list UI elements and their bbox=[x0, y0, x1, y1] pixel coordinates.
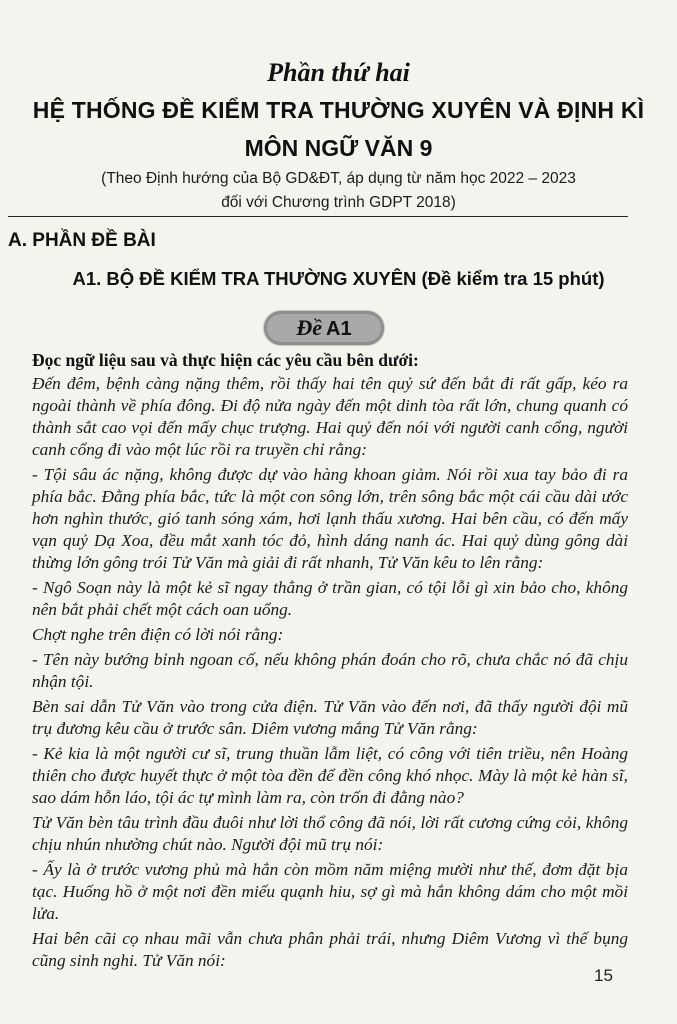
subject-title: MÔN NGỮ VĂN 9 bbox=[244, 135, 433, 161]
section-heading-a1: A1. BỘ ĐỀ KIỂM TRA THƯỜNG XUYÊN (Đề kiểm tra 15 phút) bbox=[72, 268, 605, 289]
passage-paragraph: - Tội sâu ác nặng, không được dự vào hàng khoan giảm. Nói rồi xua tay bảo đi ra phía bắc. Đằng phía bắc, tức là một con sông lớn, trên sông bắc một cái cầu dài ước hơn nghìn thước, gió tanh sóng xám, hơi lạnh thấu xương. Hai bên cầu, có đến mấy vạn quỷ Dạ Xoa, đều mắt xanh tóc đỏ, hình dáng nanh ác. Hai quỷ dùng gông dài thừng lớn gông trói Tử Văn mà giải đi rất nhanh, Tử Văn kêu to lên rằng: bbox=[32, 465, 628, 572]
exam-badge-number: A1 bbox=[326, 318, 352, 340]
passage-paragraph: Tử Văn bèn tâu trình đầu đuôi như lời thổ công đã nói, lời rất cương cứng cỏi, không chịu nhún nhường chút nào. Người đội mũ trụ nói: bbox=[32, 813, 628, 854]
page-number: 15 bbox=[594, 966, 613, 985]
guideline-note-line1: (Theo Định hướng của Bộ GD&ĐT, áp dụng từ năm học 2022 – 2023 bbox=[101, 170, 576, 187]
part-label: Phần thứ hai bbox=[267, 58, 410, 87]
guideline-note-line2: đối với Chương trình GDPT 2018) bbox=[221, 194, 456, 211]
passage-paragraph: Bèn sai dẫn Tử Văn vào trong cửa điện. Tử Văn vào đến nơi, đã thấy người đội mũ trụ đương kêu cầu ở trước sân. Diêm vương mắng Tử Văn rằng: bbox=[32, 697, 628, 738]
reading-passage bbox=[32, 373, 628, 975]
passage-paragraph: - Ấy là ở trước vương phủ mà hắn còn mồm năm miệng mười như thế, đơm đặt bịa tạc. Huống hồ ở một nơi đền miếu quạnh hiu, sợ gì mà hắn không dám cho một mồi lửa. bbox=[32, 860, 628, 923]
passage-paragraph: - Kẻ kia là một người cư sĩ, trung thuần lẫm liệt, có công với tiên triều, nên Hoàng thiên cho được huyết thực ở một tòa đền để đền công khó nhọc. Mày là một kẻ hàn sĩ, sao dám hỗn láo, tội ác tự mình làm ra, còn trốn đi đằng nào? bbox=[32, 744, 628, 807]
exam-badge bbox=[264, 311, 384, 345]
passage-paragraph: - Tên này bướng bỉnh ngoan cố, nếu không phán đoán cho rõ, chưa chắc nó đã chịu nhận tội. bbox=[32, 650, 628, 691]
passage-paragraph: Hai bên cãi cọ nhau mãi vẫn chưa phân phải trái, nhưng Diêm Vương vì thế bụng cũng sinh nghi. Tử Văn nói: bbox=[32, 929, 628, 970]
main-title: HỆ THỐNG ĐỀ KIỂM TRA THƯỜNG XUYÊN VÀ ĐỊNH KÌ bbox=[32, 97, 645, 123]
passage-paragraph: Đến đêm, bệnh càng nặng thêm, rồi thấy hai tên quỷ sứ đến bắt đi rất gấp, kéo ra ngoài thành về phía đông. Đi độ nửa ngày đến một dinh tòa rất lớn, chung quanh có thành sắt cao vọi đến mấy chục trượng. Hai quỷ đến nói với người canh cổng, người canh cổng đi vào một lúc rồi ra truyền chỉ rằng: bbox=[32, 374, 628, 459]
instruction-text: Đọc ngữ liệu sau và thực hiện các yêu cầu bên dưới: bbox=[32, 350, 419, 370]
passage-paragraph: - Ngô Soạn này là một kẻ sĩ ngay thẳng ở trần gian, có tội lỗi gì xin bảo cho, không nên bắt phải chết một cách oan uổng. bbox=[32, 578, 628, 619]
passage-paragraph: Chợt nghe trên điện có lời nói rằng: bbox=[32, 625, 284, 644]
exam-badge-word: Đề bbox=[296, 315, 323, 340]
header-divider bbox=[8, 216, 628, 217]
section-heading-a: A. PHẦN ĐỀ BÀI bbox=[8, 230, 156, 251]
